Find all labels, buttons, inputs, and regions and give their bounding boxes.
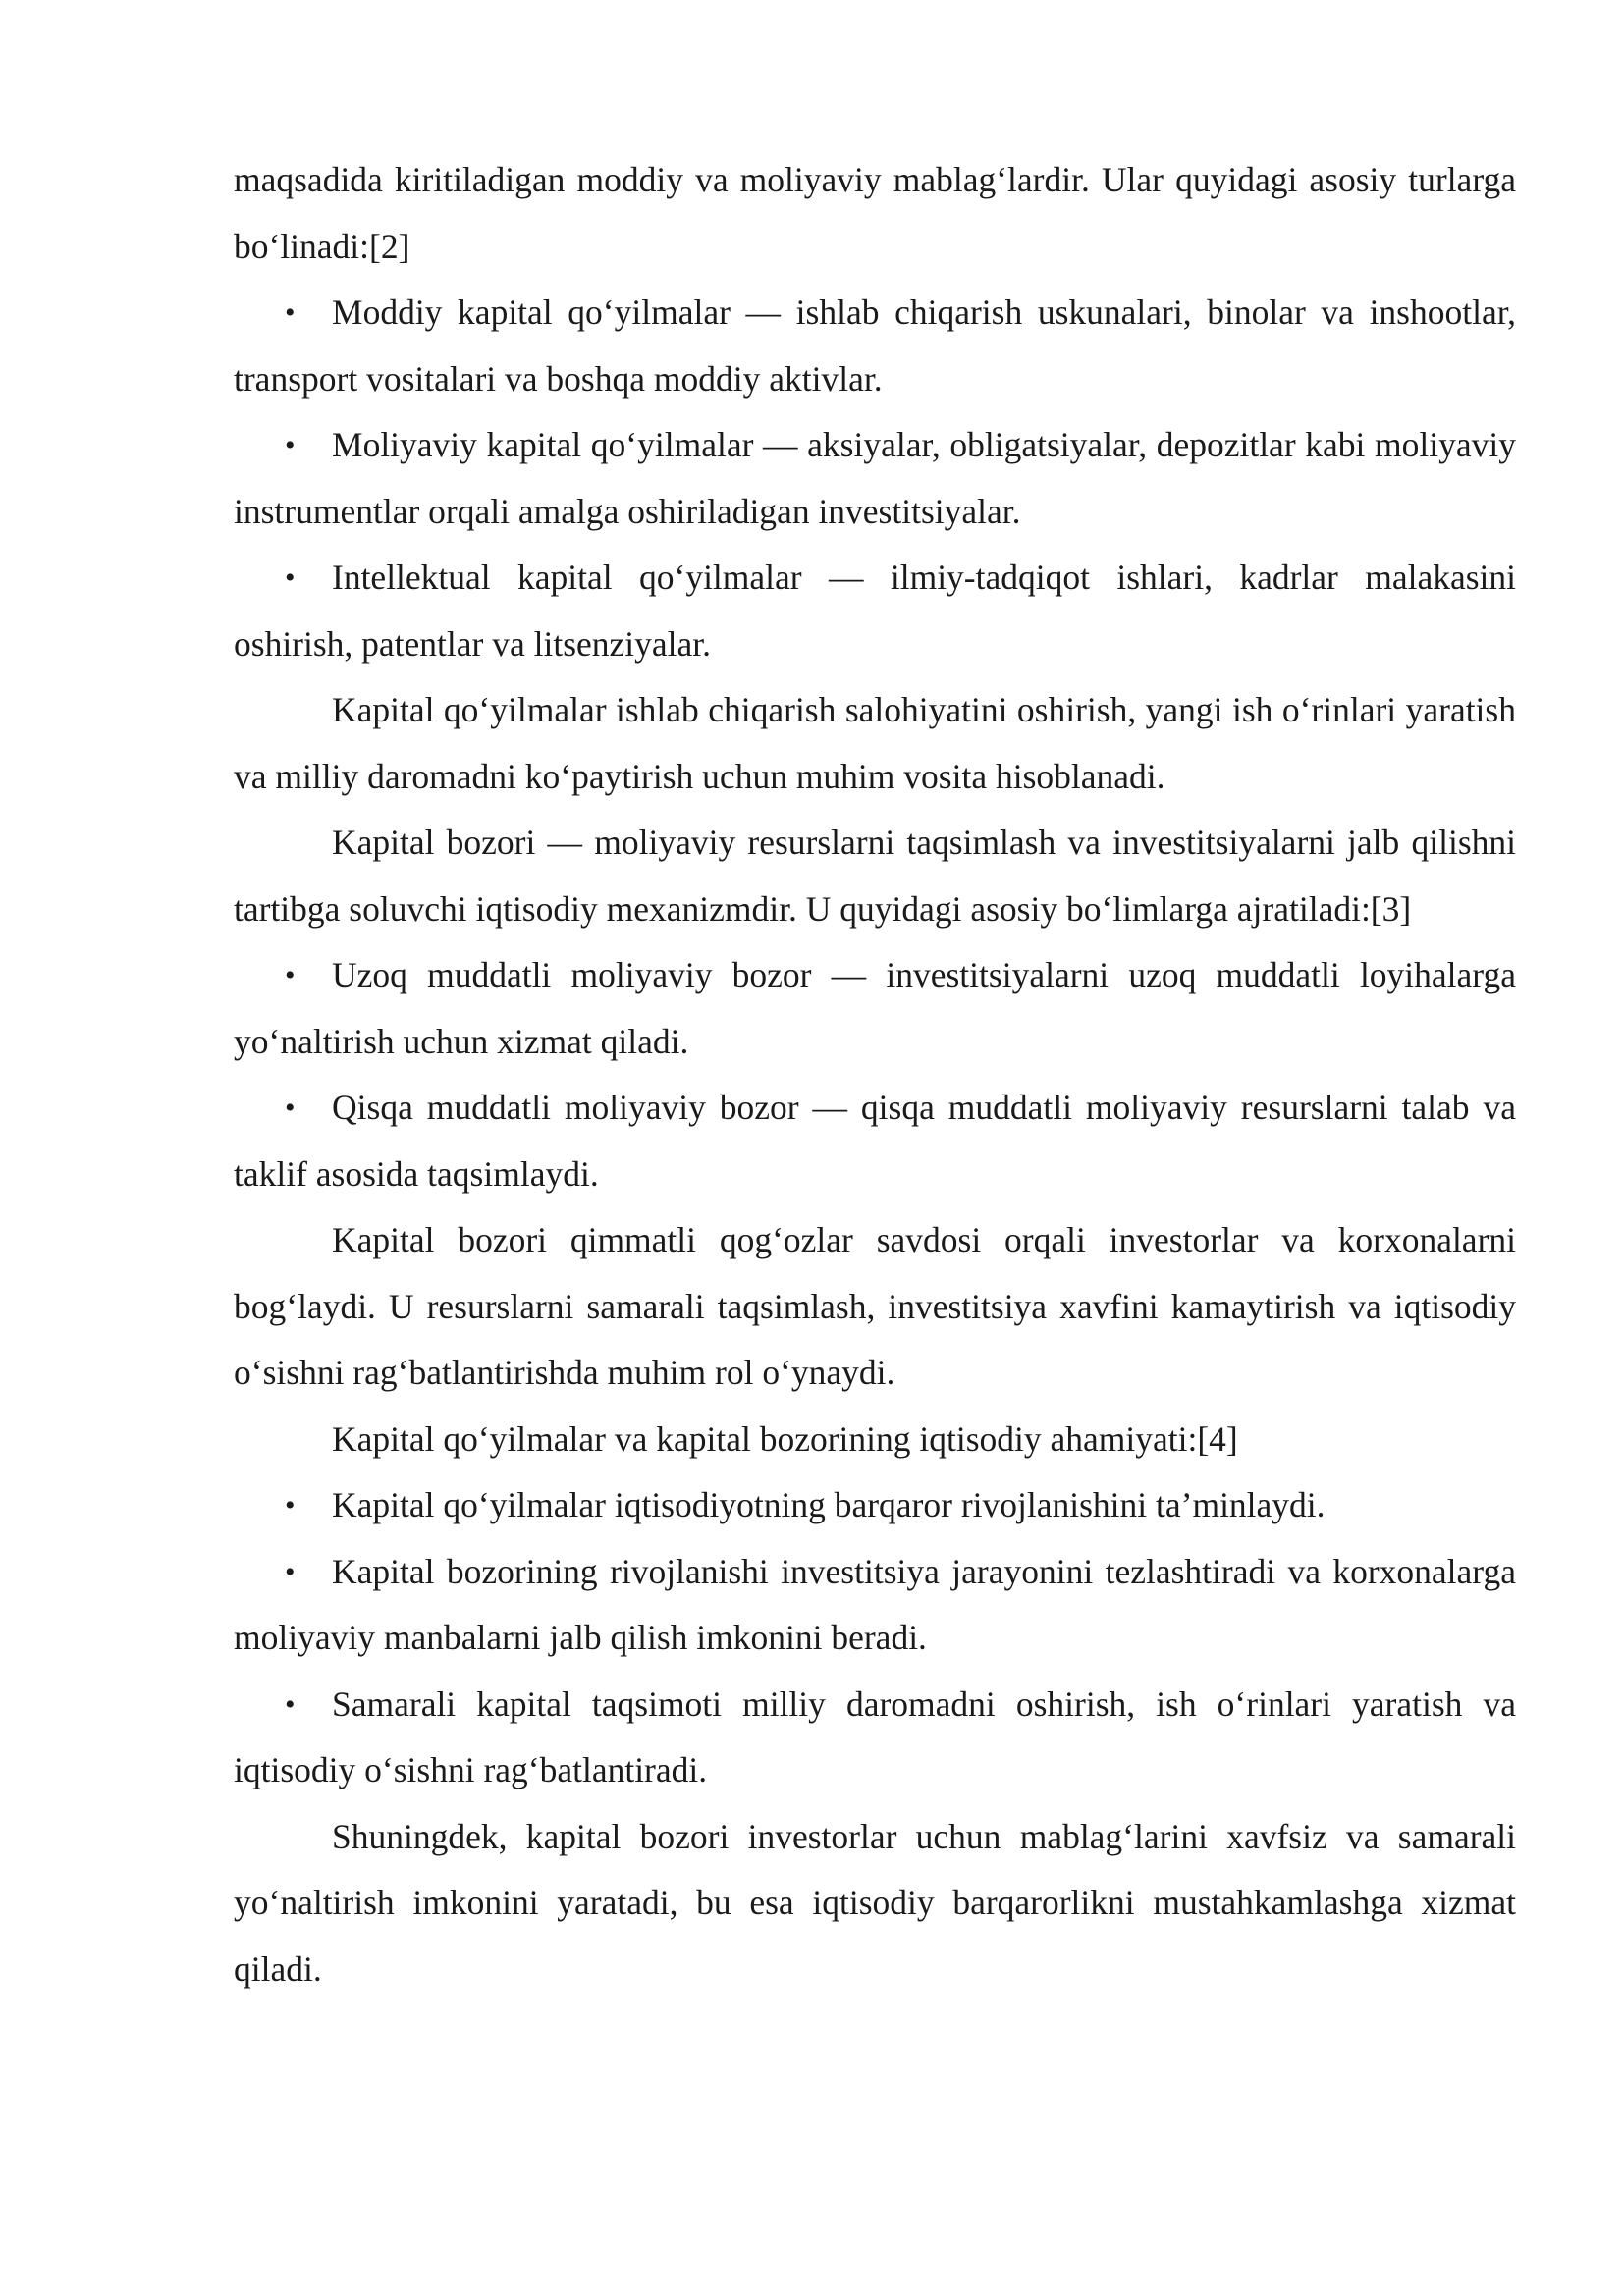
list-item (234, 412, 1516, 545)
paragraph: maqsadida kiritiladigan moddiy va moliyaviy mablag‘lardir. Ular quyidagi asosiy turlarga bo‘linadi:[2] (234, 160, 1516, 266)
list-item (234, 1539, 1516, 1672)
list-item-text: Moddiy kapital qo‘yilmalar — ishlab chiqarish uskunalari, binolar va inshootlar, transport vositalari va boshqa moddiy aktivlar. (234, 293, 1516, 399)
list-item-text: Uzoq muddatli moliyaviy bozor — investitsiyalarni uzoq muddatli loyihalarga yo‘naltirish uchun xizmat qiladi. (234, 955, 1516, 1061)
bullet-icon: • (285, 429, 296, 461)
list-item (234, 1472, 1516, 1539)
bullet-icon: • (285, 1489, 296, 1522)
list-item-text: Kapital bozorining rivojlanishi investitsiya jarayonini tezlashtiradi va korxonalarga moliyaviy manbalarni jalb qilish imkonini beradi. (234, 1551, 1516, 1657)
paragraph: Shuningdek, kapital bozori investorlar uchun mablag‘larini xavfsiz va samarali yo‘naltirish imkonini yaratadi, bu esa iqtisodiy barqarorlikni mustahkamlashga xizmat qiladi. (234, 1816, 1516, 1989)
list-item-text: Moliyaviy kapital qo‘yilmalar — aksiyalar, obligatsiyalar, depozitlar kabi moliyaviy instrumentlar orqali amalga oshiriladigan investitsiyalar. (234, 425, 1516, 531)
list-item (234, 1075, 1516, 1207)
paragraph: Kapital qo‘yilmalar va kapital bozorining iqtisodiy ahamiyati:[4] (332, 1418, 1238, 1459)
list-item (234, 280, 1516, 412)
list-item-text: Intellektual kapital qo‘yilmalar — ilmiy-tadqiqot ishlari, kadrlar malakasini oshirish, patentlar va litsenziyalar. (234, 558, 1516, 664)
list-item-text: Kapital qo‘yilmalar iqtisodiyotning barqaror rivojlanishini ta’minlaydi. (332, 1485, 1326, 1524)
paragraph: Kapital bozori — moliyaviy resurslarni taqsimlash va investitsiyalarni jalb qilishni tartibga soluvchi iqtisodiy mexanizmdir. U quyidagi asosiy bo‘limlarga ajratiladi:[3] (234, 823, 1516, 929)
list-item (234, 942, 1516, 1075)
bullet-icon: • (285, 959, 296, 991)
bullet-icon: • (285, 1092, 296, 1124)
list-item (234, 1672, 1516, 1804)
document-body (234, 147, 1516, 2002)
list-item-text: Samarali kapital taqsimoti milliy daromadni oshirish, ish o‘rinlari yaratish va iqtisodiy o‘sishni rag‘batlantiradi. (234, 1683, 1516, 1789)
paragraph: Kapital qo‘yilmalar ishlab chiqarish salohiyatini oshirish, yangi ish o‘rinlari yaratish va milliy daromadni ko‘paytirish uchun muhim vosita hisoblanadi. (234, 690, 1516, 796)
list-item (234, 545, 1516, 677)
list-item-text: Qisqa muddatli moliyaviy bozor — qisqa muddatli moliyaviy resurslarni talab va taklif asosida taqsimlaydi. (234, 1088, 1516, 1194)
bullet-icon: • (285, 561, 296, 594)
bullet-icon: • (285, 1687, 296, 1721)
bullet-icon: • (285, 296, 296, 329)
bullet-icon: • (285, 1555, 296, 1588)
paragraph: Kapital bozori qimmatli qog‘ozlar savdosi orqali investorlar va korxonalarni bog‘laydi. U resurslarni samarali taqsimlash, investitsiya xavfini kamaytirish va iqtisodiy o‘sishni rag‘batlantirishda muhim rol o‘ynaydi. (234, 1220, 1516, 1392)
